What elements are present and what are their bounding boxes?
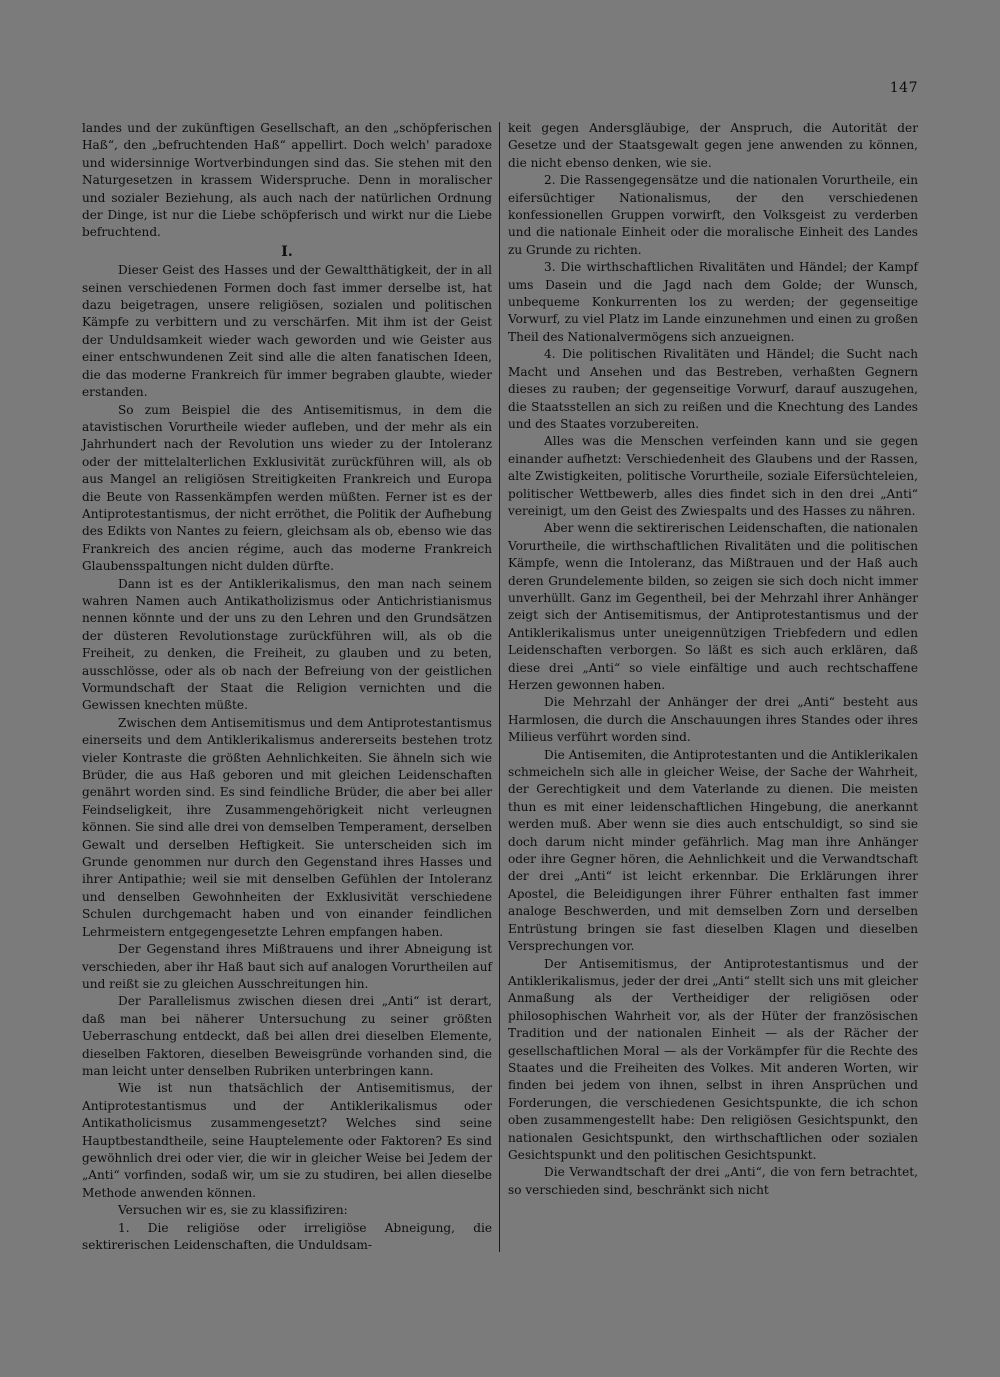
paragraph: Der Parallelismus zwischen diesen drei „Anti“ ist derart, daß man bei näherer Untersuchung zu seiner größten Ueberraschung entdeckt, daß bei allen drei dieselben Elemente, dieselben Faktoren, dieselben Beweisgründe vorhanden sind, die man leicht unter denselben Rubriken unterbringen kann. xyxy=(82,994,492,1078)
paragraph: 3. Die wirthschaftlichen Rivalitäten und Händel; der Kampf ums Dasein und die Jagd nach dem Golde; der Wunsch, unbequeme Konkurrenten los zu werden; der gegenseitige Vorwurf, zu viel Platz im Lande einzunehmen und einen zu großen Theil des Nationalvermögens sich anzueignen. xyxy=(508,260,918,344)
column-divider xyxy=(499,122,500,1252)
paragraph: Wie ist nun thatsächlich der Antisemitismus, der Antiprotestantismus und der Antiklerikalismus oder Antikatholicismus zusammengesetzt? Welches sind seine Hauptbestandtheile, seine Hauptelemente oder Faktoren? Es sind gewöhnlich drei oder vier, die wir in gleicher Weise bei Jedem der „Anti“ vorfinden, sodaß wir, um sie zu studiren, bei allen dieselbe Methode anwenden können. xyxy=(82,1081,492,1200)
paragraph: keit gegen Andersgläubige, der Anspruch, die Autorität der Gesetze und der Staatsgewalt gegen jene anwenden zu können, die nicht ebenso denken, wie sie. xyxy=(508,121,918,170)
paragraph: Zwischen dem Antisemitismus und dem Antiprotestantismus einerseits und dem Antiklerikalismus andererseits bestehen trotz vieler Kontraste die größten Aehnlichkeiten. Sie ähneln sich wie Brüder, die aus Haß geboren und mit gleichen Leidenschaften genährt worden sind. Es sind feindliche Brüder, die aber bei aller Feindseligkeit, ihre Zusammengehörigkeit nicht verleugnen können. Sie sind alle drei von demselben Temperament, derselben Gewalt und derselben Heftigkeit. Sie unterscheiden sich im Grunde genommen nur durch den Gegenstand ihres Hasses und ihrer Antipathie; weil sie mit denselben Gefühlen der Intoleranz und denselben Gewohnheiten der Exklusivität verschiedene Schulen durchgemacht haben und von einander feindlichen Lehrmeistern entgegengesetzte Lehren empfangen haben. xyxy=(82,715,492,939)
paragraph: Dann ist es der Antiklerikalismus, den man nach seinem wahren Namen auch Antikatholizismus oder Antichristianismus nennen könnte und der uns zu den Lehren und den Grundsätzen der düsteren Revolutionstage zurückführen will, als ob die Freiheit, zu denken, die Freiheit, zu glauben und zu beten, ausschlösse, oder als ob nach der Befreiung von der geistlichen Vormundschaft der Staat die Religion vernichten und die Gewissen knechten müßte. xyxy=(82,576,492,713)
paragraph: 4. Die politischen Rivalitäten und Händel; die Sucht nach Macht und Ansehen und das Bestreben, verhaßten Gegnern dieses zu rauben; der gegenseitige Vorwurf, darauf auszugehen, die Staatsstellen an sich zu reißen und die Knechtung des Landes und des Staates vorzubereiten. xyxy=(508,347,918,431)
paragraph: Die Mehrzahl der Anhänger der drei „Anti“ besteht aus Harmlosen, die durch die Anschauungen ihres Standes oder ihres Milieus verführt worden sind. xyxy=(508,695,918,745)
paragraph: Dieser Geist des Hasses und der Gewaltthätigkeit, der in all seinen verschiedenen Formen doch fast immer derselbe ist, hat dazu beigetragen, unsere religiösen, sozialen und politischen Kämpfe zu verbittern und zu verschärfen. Mit ihm ist der Geist der Unduldsamkeit wieder wach geworden und wie Geister aus einer entschwundenen Zeit sind alle die alten fanatischen Ideen, die das moderne Frankreich für immer begraben glaubte, wieder erstanden. xyxy=(82,263,492,400)
paragraph: Die Antisemiten, die Antiprotestanten und die Antiklerikalen schmeicheln sich alle in gleicher Weise, der Sache der Wahrheit, der Gerechtigkeit und dem Vaterlande zu dienen. Die meisten thun es mit einer leidenschaftlichen Hingebung, die anerkannt werden muß. Aber wenn sie dies auch entschuldigt, so sind sie doch darum nicht minder gefährlich. Mag man ihre Anhänger oder ihre Gegner hören, die Aehnlichkeit und die Verwandtschaft der drei „Anti“ ist leicht erkennbar. Die Erklärungen ihrer Apostel, die Beleidigungen ihrer Führer enthalten fast immer analoge Beschwerden, und mit demselben Zorn und derselben Entrüstung bringen sie fast dieselben Klagen und dieselben Versprechungen vor. xyxy=(508,747,918,954)
paragraph: 2. Die Rassengegensätze und die nationalen Vorurtheile, ein eifersüchtiger Nationalismus, der den verschiedenen konfessionellen Gruppen vorwirft, den Volksgeist zu verderben und die nationale Einheit oder die moralische Einheit des Landes zu Grunde zu richten. xyxy=(508,173,918,257)
section-heading: I. xyxy=(281,243,293,260)
paragraph: Der Gegenstand ihres Mißtrauens und ihrer Abneigung ist verschieden, aber ihr Haß baut sich auf analogen Vorurtheilen auf und reißt sie zu gleichen Ausschreitungen hin. xyxy=(82,942,492,991)
paragraph: Der Antisemitismus, der Antiprotestantismus und der Antiklerikalismus, jeder der drei „Anti“ stellt sich uns mit gleicher Anmaßung als der Vertheidiger der religiösen oder philosophischen Wahrheit vor, als der Hüter der französischen Tradition und der nationalen Einheit — als der Rächer der gesellschaftlichen Moral — als der Vorkämpfer für die Rechte des Staates und die Freiheiten des Volkes. Mit anderen Worten, wir finden bei jedem von ihnen, selbst in ihren Ansprüchen und Forderungen, die verschiedenen Gesichtspunkte, die ich schon oben zusammengestellt habe: Den religiösen Gesichtspunkt, den nationalen Gesichtspunkt, den wirthschaftlichen oder sozialen Gesichtspunkt und den politischen Gesichtspunkt. xyxy=(508,956,918,1162)
paragraph: Versuchen wir es, sie zu klassifiziren: xyxy=(118,1203,348,1218)
right-column xyxy=(508,120,918,1199)
paragraph: Aber wenn die sektirerischen Leidenschaften, die nationalen Vorurtheile, die wirthschaftlichen Rivalitäten und die politischen Kämpfe, wenn die Intoleranz, das Mißtrauen und der Haß auch deren Grundelemente bilden, so zeigen sie sich doch nicht immer unverhüllt. Ganz im Gegentheil, bei der Mehrzahl ihrer Anhänger zeigt sich der Antisemitismus, der Antiprotestantismus und der Antiklerikalismus unter uneigennützigen Triebfedern und edlen Leidenschaften verborgen. So läßt es sich auch erklären, daß diese drei „Anti“ so viele einfältige und auch rechtschaffene Herzen gewonnen haben. xyxy=(508,521,918,692)
paragraph: 1. Die religiöse oder irreligiöse Abneigung, die sektirerischen Leidenschaften, die Unduldsam- xyxy=(82,1220,492,1252)
paragraph: landes und der zukünftigen Gesellschaft, an den „schöpferischen Haß“, den „befruchtenden Haß“ appellirt. Doch welch' paradoxe und widersinnige Wortverbindungen sind das. Sie stehen mit den Naturgesetzen in krassem Widerspruche. Denn in moralischer und sozialer Beziehung, als auch nach der natürlichen Ordnung der Dinge, ist nur die Liebe schöpferisch und wirkt nur die Liebe befruchtend. xyxy=(82,121,492,240)
paragraph: Die Verwandtschaft der drei „Anti“, die von fern betrachtet, so verschieden sind, beschränkt sich nicht xyxy=(508,1165,918,1197)
page-number: 147 xyxy=(889,80,918,96)
paragraph: Alles was die Menschen verfeinden kann und sie gegen einander aufhetzt: Verschiedenheit des Glaubens und der Rassen, alte Zwistigkeiten, politische Vorurtheile, soziale Eifersüchteleien, politischer Wettbewerb, alles dies findet sich in den drei „Anti“ vereinigt, um den Geist des Zwiespalts und des Hasses zu nähren. xyxy=(508,434,918,518)
left-column xyxy=(82,120,492,1254)
paragraph: So zum Beispiel die des Antisemitismus, in dem die atavistischen Vorurtheile wieder aufleben, und der mehr als ein Jahrhundert nach der Revolution uns wieder zu der Intoleranz oder der mittelalterlichen Exklusivität zurückführen will, als ob aus Mangel an religiösen Streitigkeiten Frankreich und Europa die Beute von Rassenkämpfen werden müßten. Ferner ist es der Antiprotestantismus, der nicht erröthet, die Politik der Aufhebung des Edikts von Nantes zu feiern, gleichsam als ob, ebenso wie das Frankreich des ancien régime, auch das moderne Frankreich Glaubensspaltungen nicht dulden dürfte. xyxy=(82,402,492,574)
